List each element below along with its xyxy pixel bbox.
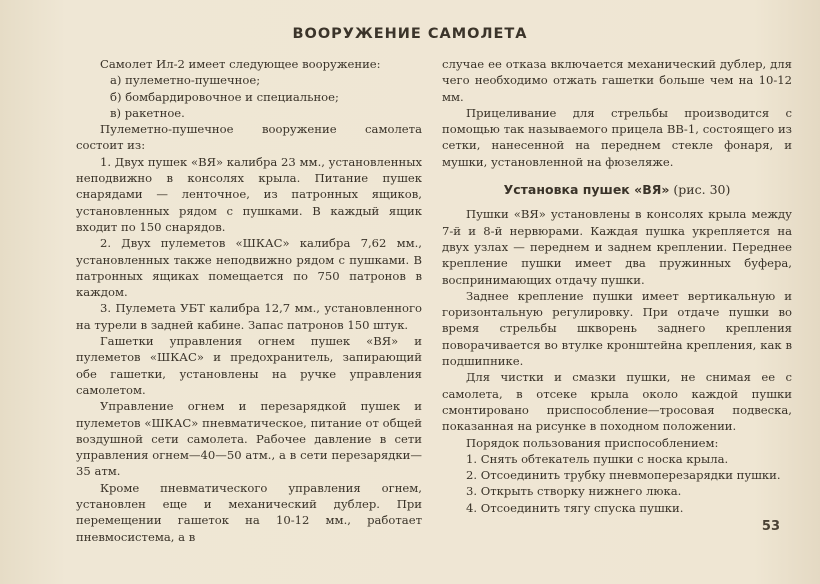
paragraph: Гашетки управления огнем пушек «ВЯ» и пулеметов «ШКАС» и предохранитель, запирающий обе гашетки, установлены на ручке управления самолетом.: [76, 334, 422, 397]
paragraph: 2. Двух пулеметов «ШКАС» калибра 7,62 мм., установленных также неподвижно рядом с пушками. В патронных ящиках помещается по 750 патронов в каждом.: [76, 236, 422, 300]
page-number: 53: [761, 519, 780, 534]
figure-reference: (рис. 30): [673, 182, 731, 198]
paragraph: Самолет Ил-2 имеет следующее вооружение:: [100, 57, 381, 71]
step-item: 1. Снять обтекатель пушки с носка крыла.: [466, 451, 729, 466]
list-item: б) бомбардировочное и специальное;: [110, 89, 339, 104]
paragraph: Кроме пневматического управления огнем, установлен еще и механический дублер. При перемещении гашеток на 10-12 мм., работает пневмосистема, а в: [76, 480, 422, 544]
page-heading: ВООРУЖЕНИЕ САМОЛЕТА: [292, 26, 528, 42]
paragraph: 3. Пулемета УБТ калибра 12,7 мм., установленного на турели в задней кабине. Запас патронов 150 штук.: [76, 301, 422, 332]
step-item: 2. Отсоединить трубку пневмоперезарядки пушки.: [466, 468, 781, 483]
left-column: [76, 56, 422, 545]
list-item: а) пулеметно-пушечное;: [110, 73, 261, 88]
right-column: [442, 56, 792, 516]
section-title: [442, 182, 792, 198]
list-item: в) ракетное.: [110, 105, 185, 120]
paragraph: Управление огнем и перезарядкой пушек и пулеметов «ШКАС» пневматическое, питание от общей воздушной сети самолета. Рабочее давление в сети управления огнем—40—50 атм., а в сети перезарядки—35 атм.: [76, 399, 422, 479]
paragraph: 1. Двух пушек «ВЯ» калибра 23 мм., установленных неподвижно в консолях крыла. Питание пушек снарядами — ленточное, из патронных ящиков, установленных рядом с пушками. В каждый ящик входит по 150 снарядов.: [76, 154, 422, 234]
paragraph: Прицеливание для стрельбы производится с помощью так называемого прицела ВВ-1, состоящего из сетки, нанесенной на переднем стекле фонаря, и мушки, установленной на фюзеляже.: [442, 105, 792, 169]
section-title-text: Установка пушек «ВЯ»: [503, 182, 670, 198]
paragraph: Порядок пользования приспособлением:: [466, 435, 719, 450]
paragraph: Пулеметно-пушечное вооружение самолета состоит из:: [76, 122, 422, 153]
paragraph: Пушки «ВЯ» установлены в консолях крыла между 7-й и 8-й нервюрами. Каждая пушка укрепляется на двух узлах — переднем и заднем креплении. Переднее крепление пушки имеет два пружинных буфера, воспринимающих отдачу пушки.: [442, 207, 792, 287]
step-item: 4. Отсоединить тягу спуска пушки.: [466, 500, 684, 515]
paragraph: Заднее крепление пушки имеет вертикальную и горизонтальную регулировку. При отдаче пушки во время стрельбы шкворень заднего крепления поворачивается во втулке кронштейна крепления, как в подшипнике.: [442, 288, 792, 369]
paragraph: случае ее отказа включается механический дублер, для чего необходимо отжать гашетки больше чем на 10-12 мм.: [442, 57, 792, 104]
paragraph: Для чистки и смазки пушки, не снимая ее с самолета, в отсеке крыла около каждой пушки смонтировано приспособление—тросовая подвеска, показанная на рисунке в походном положении.: [442, 370, 792, 434]
step-item: 3. Открыть створку нижнего люка.: [466, 484, 682, 499]
